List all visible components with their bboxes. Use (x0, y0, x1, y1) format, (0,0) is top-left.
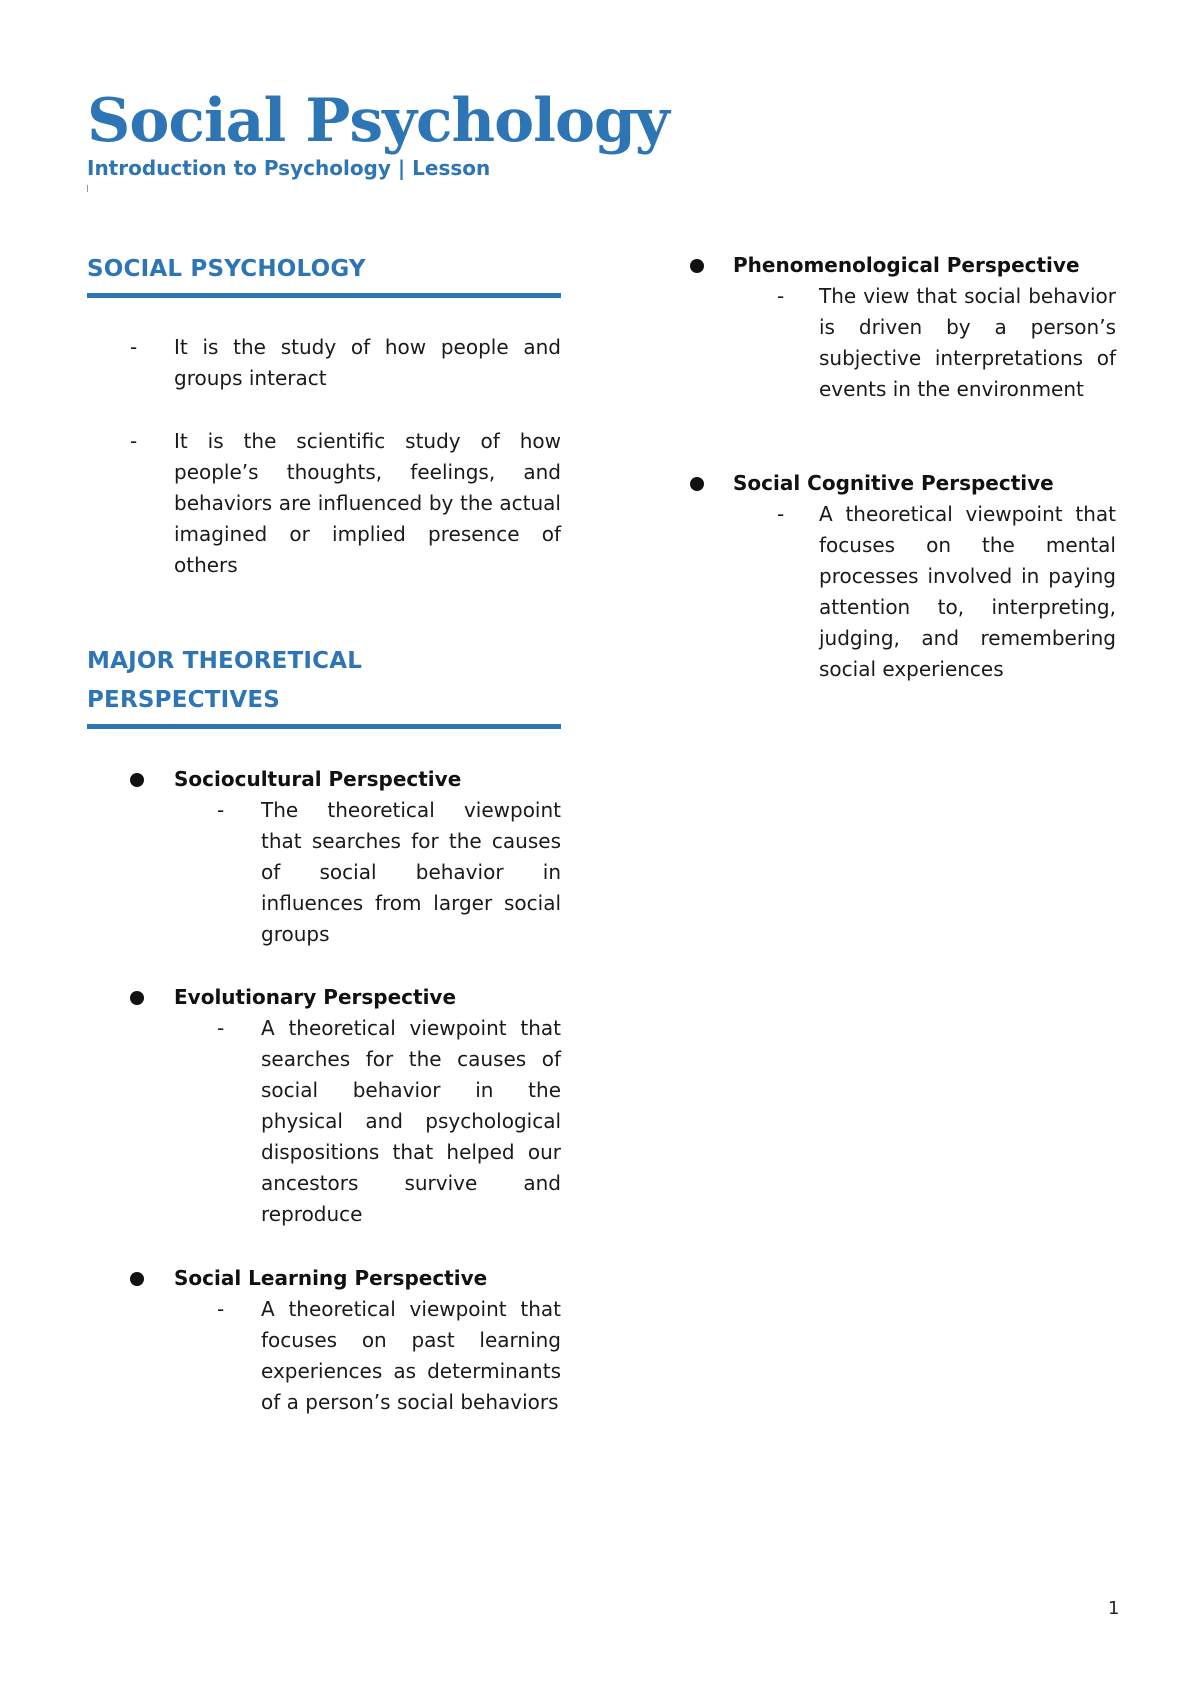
list-item-text: It is the scientific study of how people’s thoughts, feelings, and behaviors are influenced by the actual imagined or implied presence of others (174, 429, 561, 577)
perspective-name: Social Learning Perspective (174, 1266, 488, 1290)
bullet-icon (130, 773, 144, 787)
document-subtitle: Introduction to Psychology | Lesson (87, 156, 491, 180)
dash-marker: - (130, 335, 138, 359)
section-major-perspectives (87, 642, 561, 729)
perspective-definition: A theoretical viewpoint that focuses on the mental processes involved in paying attention to, interpreting, judging, and remembering social experiences (819, 502, 1116, 681)
section-rule (87, 724, 561, 729)
bullet-icon (130, 1272, 144, 1286)
section-heading: MAJOR THEORETICAL PERSPECTIVES (87, 648, 363, 713)
dash-marker: - (217, 1016, 225, 1040)
dash-marker: - (777, 284, 785, 308)
bullet-icon (130, 991, 144, 1005)
page-number: 1 (1108, 1598, 1120, 1619)
perspective-definition: A theoretical viewpoint that focuses on past learning experiences as determinants of a person’s social behaviors (261, 1297, 561, 1414)
perspective-name: Evolutionary Perspective (174, 985, 457, 1009)
perspective-definition: The theoretical viewpoint that searches for the causes of social behavior in influences from larger social groups (261, 798, 561, 946)
bullet-icon (690, 259, 704, 273)
perspective-definition: The view that social behavior is driven by a person’s subjective interpretations of events in the environment (819, 284, 1116, 401)
header-divider-mark (87, 185, 88, 192)
document-title: Social Psychology (87, 86, 669, 156)
section-social-psychology (87, 250, 561, 298)
section-heading: SOCIAL PSYCHOLOGY (87, 256, 366, 282)
perspective-name: Sociocultural Perspective (174, 767, 462, 791)
perspective-definition: A theoretical viewpoint that searches for the causes of social behavior in the physical and psychological dispositions that helped our ancestors survive and reproduce (261, 1016, 561, 1226)
section-rule (87, 293, 561, 298)
dash-marker: - (130, 429, 138, 453)
list-item (87, 426, 561, 581)
bullet-icon (690, 477, 704, 491)
perspective-name: Phenomenological Perspective (733, 253, 1080, 277)
dash-marker: - (777, 502, 785, 526)
perspective-name: Social Cognitive Perspective (733, 471, 1054, 495)
dash-marker: - (217, 798, 225, 822)
list-item (87, 332, 561, 394)
list-item-text: It is the study of how people and groups interact (174, 335, 561, 390)
dash-marker: - (217, 1297, 225, 1321)
